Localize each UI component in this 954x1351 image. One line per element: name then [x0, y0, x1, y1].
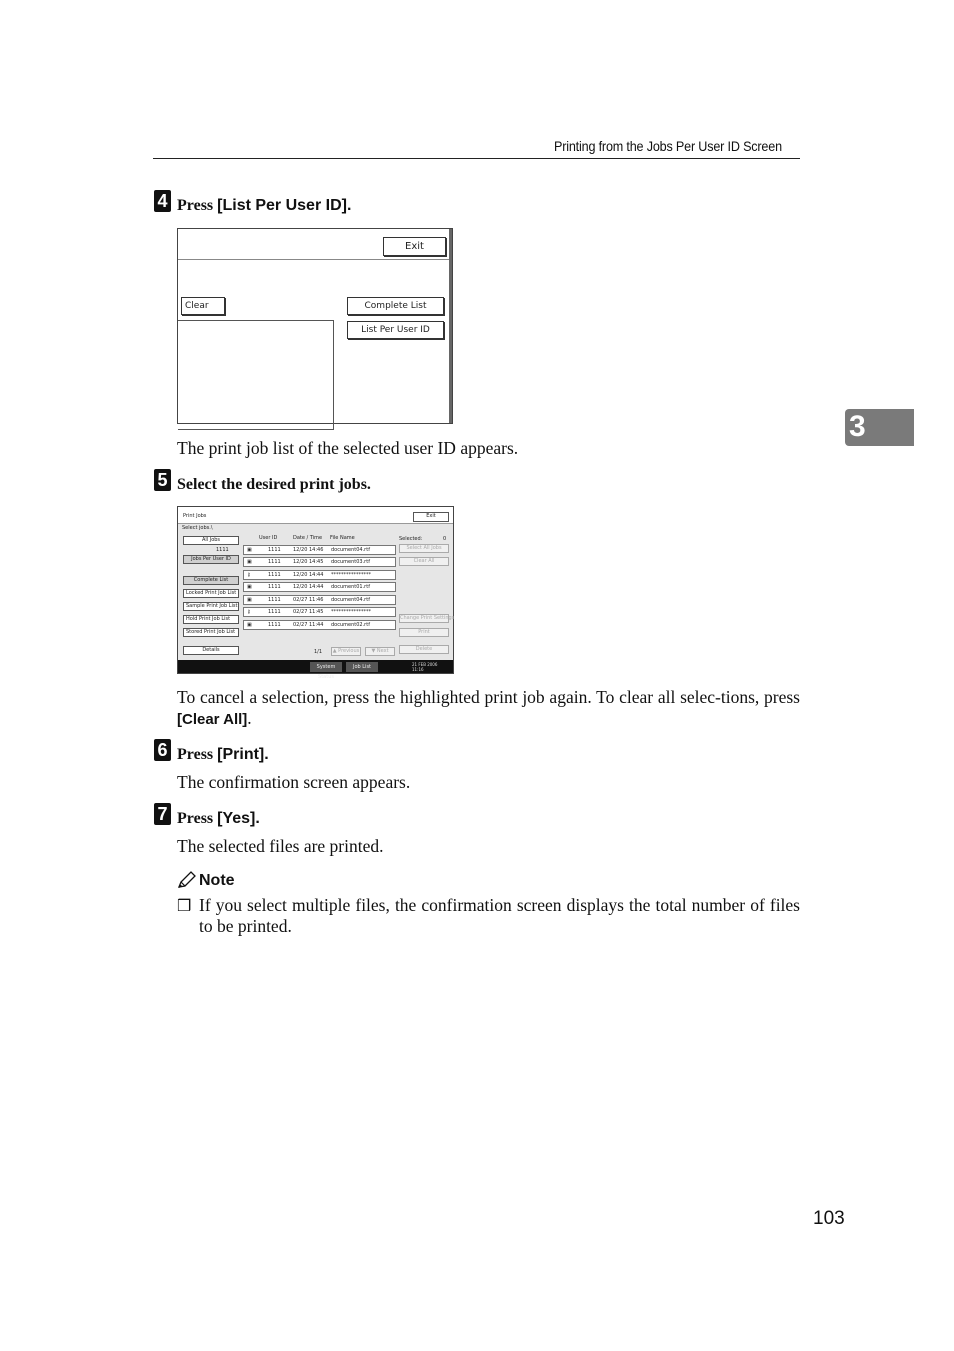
running-header: Printing from the Jobs Per User ID Screen: [554, 138, 782, 154]
row-file: ****************: [331, 609, 371, 615]
step-5-title: [177, 476, 371, 494]
screen2-title: Print Jobs: [183, 513, 207, 519]
step-7-title: [177, 810, 260, 828]
details-button[interactable]: Details: [183, 646, 239, 655]
clear-button[interactable]: Clear: [181, 297, 225, 315]
job-row[interactable]: [243, 557, 396, 567]
job-row[interactable]: [243, 595, 396, 605]
row-file: document04.rtf: [331, 597, 370, 603]
row-user: 1111: [268, 572, 281, 578]
clock: 21 FEB 2006 11:16: [412, 662, 438, 672]
row-file: document04.rtf: [331, 547, 370, 553]
note-text: If you select multiple files, the confirmation screen displays the total number of files to be printed.: [199, 895, 800, 936]
chapter-tab: [845, 409, 914, 446]
job-row[interactable]: [243, 607, 396, 617]
row-user: 1111: [268, 622, 281, 628]
select-all-jobs-button[interactable]: Select All Jobs: [399, 544, 449, 553]
step-4-title-post: .: [346, 197, 352, 214]
step-5-title-text: Select the desired print jobs.: [177, 476, 371, 493]
complete-list-button[interactable]: Complete List: [347, 297, 444, 315]
hold-print-job-list-button[interactable]: Hold Print Job List: [183, 615, 239, 624]
system-status-button[interactable]: System Status: [310, 662, 342, 672]
row-time: 12/20 14:45: [293, 559, 324, 565]
screen-print-jobs: [177, 506, 455, 680]
all-jobs-button[interactable]: All Jobs: [183, 536, 239, 545]
job-list-button[interactable]: Job List: [346, 662, 378, 672]
step-5-desc-pre: To cancel a selection, press the highlighted print job again. To clear all selec-tions, press: [177, 687, 800, 707]
step-7-title-pre: Press: [177, 810, 218, 827]
list-per-user-id-button[interactable]: List Per User ID: [347, 321, 444, 339]
col-date-time: Date / Time: [293, 535, 323, 541]
job-icon: ▣: [247, 622, 252, 628]
step-4-number: 4: [154, 190, 171, 212]
screen-list-per-user: [177, 228, 453, 424]
lock-icon: ⚷: [247, 572, 251, 578]
user-id-list-box[interactable]: [178, 320, 334, 430]
row-time: 02/27 11:44: [293, 622, 324, 628]
sample-print-job-list-button[interactable]: Sample Print Job List: [183, 602, 239, 611]
step-7-keyword: [Yes]: [217, 810, 256, 827]
row-time: 12/20 14:44: [293, 572, 324, 578]
step-5-desc-post: .: [247, 708, 252, 728]
exit-button[interactable]: Exit: [383, 237, 446, 256]
chapter-number: 3: [849, 410, 866, 443]
step-4-keyword: [List Per User ID]: [217, 197, 347, 214]
previous-button[interactable]: ▲ Previous: [332, 648, 360, 654]
screen2-instruction: Select jobs.\: [182, 525, 213, 531]
step-6-number: 6: [154, 739, 171, 761]
step-4-description: The print job list of the selected user ID appears.: [177, 438, 519, 458]
note-pencil-icon: [177, 871, 197, 893]
job-row[interactable]: [243, 620, 396, 630]
job-icon: ▣: [247, 597, 252, 603]
row-time: 02/27 11:45: [293, 609, 324, 615]
col-user-id: User ID: [259, 535, 278, 541]
print-button[interactable]: Print: [399, 628, 449, 637]
screen1-scroll-edge: [449, 229, 452, 423]
clear-all-keyword: [Clear All]: [177, 711, 248, 728]
next-button[interactable]: ▼ Next: [365, 647, 395, 656]
selected-count: 0: [443, 536, 447, 542]
note-label: Note: [199, 872, 235, 889]
job-icon: ▣: [247, 559, 252, 565]
user-id-label: 1111: [216, 547, 229, 553]
selected-label: Selected:: [399, 536, 423, 542]
row-user: 1111: [268, 584, 281, 590]
col-file-name: File Name: [330, 535, 355, 541]
row-file: ****************: [331, 572, 371, 578]
page-indicator: 1/1: [314, 649, 323, 655]
clear-all-button[interactable]: Clear All: [399, 557, 449, 566]
row-user: 1111: [268, 609, 281, 615]
complete-list-tab[interactable]: Complete List: [183, 576, 239, 585]
delete-button[interactable]: Delete: [399, 645, 449, 654]
page-number: 103: [813, 1208, 845, 1229]
status-bar: [178, 660, 453, 680]
row-file: document01.rtf: [331, 584, 370, 590]
screen2-exit-button[interactable]: Exit: [413, 512, 449, 522]
change-print-settings-button[interactable]: Change Print Settings: [400, 615, 455, 621]
job-row[interactable]: [243, 545, 396, 555]
row-time: 12/20 14:44: [293, 584, 324, 590]
job-row[interactable]: [243, 582, 396, 592]
job-icon: ▣: [247, 547, 252, 553]
step-6-description: The confirmation screen appears.: [177, 772, 411, 792]
row-time: 12/20 14:46: [293, 547, 324, 553]
step-6-title: [177, 746, 269, 764]
step-5-number: 5: [154, 469, 171, 491]
step-5-description: [177, 687, 800, 730]
row-file: document03.rtf: [331, 559, 370, 565]
lock-icon: ⚷: [247, 609, 251, 615]
row-user: 1111: [268, 597, 281, 603]
step-4-title-pre: Press: [177, 197, 218, 214]
step-7-description: The selected files are printed.: [177, 836, 384, 856]
step-6-keyword: [Print]: [217, 746, 265, 763]
step-6-title-post: .: [264, 746, 269, 763]
stored-print-job-list-button[interactable]: Stored Print Job List: [183, 628, 239, 637]
row-user: 1111: [268, 559, 281, 565]
step-7-number: 7: [154, 803, 171, 825]
row-time: 02/27 11:46: [293, 597, 324, 603]
job-row[interactable]: [243, 570, 396, 580]
locked-print-job-list-button[interactable]: Locked Print Job List: [183, 589, 239, 598]
header-rule: [153, 158, 800, 159]
step-4-title: [177, 197, 351, 215]
row-user: 1111: [268, 547, 281, 553]
row-file: document02.rtf: [331, 622, 370, 628]
step-6-title-pre: Press: [177, 746, 218, 763]
job-icon: ▣: [247, 584, 252, 590]
screen2-title-bar: [178, 507, 453, 524]
step-7-title-post: .: [255, 810, 260, 827]
note-bullet-icon: ❒: [177, 896, 192, 915]
jobs-per-user-id-button[interactable]: Jobs Per User ID: [183, 555, 239, 564]
